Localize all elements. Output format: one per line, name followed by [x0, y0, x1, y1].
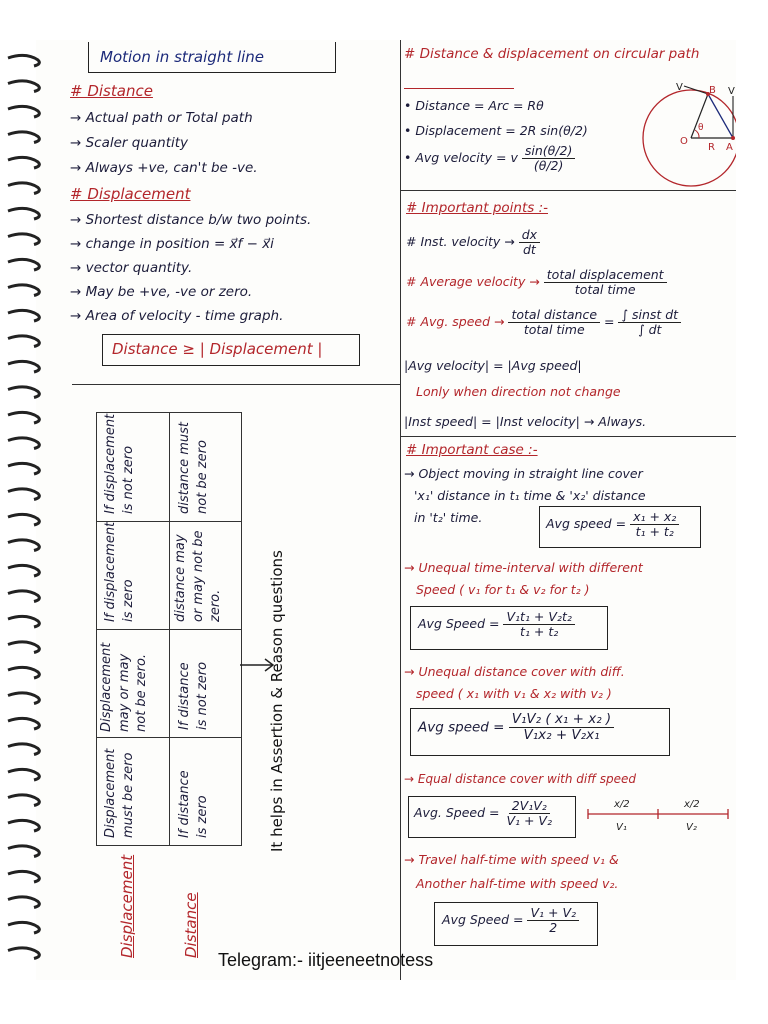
- table-cell-dist-1: distance must not be zero: [177, 422, 210, 514]
- spiral-coil: [8, 897, 39, 908]
- spiral-coil: [8, 234, 39, 245]
- spiral-coil: [8, 412, 39, 423]
- right-divider-2: [400, 436, 736, 437]
- segment-label-1: x/2: [614, 799, 630, 810]
- spiral-coil: [8, 718, 39, 729]
- spiral-coil: [8, 948, 39, 959]
- displacement-point-4: → May be +ve, -ve or zero.: [70, 284, 253, 300]
- spiral-coil: [8, 489, 39, 500]
- important-points-heading: # Important points :-: [406, 200, 548, 216]
- table-cell-disp-3: Displacement may or may not be zero.: [99, 642, 150, 732]
- diagram-label-r: R: [708, 142, 715, 153]
- case5-line-2: Another half-time with speed v₂.: [416, 876, 619, 891]
- case3-line-2: speed ( x₁ with v₁ & x₂ with v₂ ): [416, 686, 612, 701]
- distance-point-1: → Actual path or Total path: [70, 110, 253, 126]
- segment-label-3: V₁: [616, 822, 627, 833]
- spiral-coil: [8, 795, 39, 806]
- relation-avg-note: Lonly when direction not change: [416, 384, 621, 399]
- diagram-label-v2: V: [728, 86, 735, 97]
- spiral-binding: [4, 50, 64, 970]
- spiral-coil: [8, 540, 39, 551]
- page-title: Motion in straight line: [100, 48, 265, 66]
- case1-formula: Avg speed = $\frac{\text{x₁ + x₂}}{\text{t₁ + t₂}}$: [546, 510, 679, 539]
- spiral-coil: [8, 157, 39, 168]
- relation-inst: |Inst speed| = |Inst velocity| → Always.: [404, 414, 647, 429]
- spiral-coil: [8, 208, 39, 219]
- circular-heading-underline: [404, 88, 514, 89]
- case3-line-1: → Unequal distance cover with diff.: [404, 664, 625, 679]
- circular-avg-velocity: • Avg velocity = v $\frac{\sin(\theta/2)}{(\theta/2)}$: [404, 144, 575, 173]
- left-divider: [72, 384, 400, 385]
- table-cell-disp-1: If displacement is not zero: [103, 413, 136, 514]
- diagram-label-v1: V: [676, 82, 683, 93]
- table-cell-disp-4: Displacement must be zero: [103, 748, 136, 838]
- case4-segment-diagram: [582, 794, 732, 838]
- spiral-coil: [8, 744, 39, 755]
- spiral-coil: [8, 106, 39, 117]
- case1-line-3: in 't₂' time.: [414, 510, 483, 525]
- case4-line: → Equal distance cover with diff speed: [404, 772, 636, 786]
- spiral-coil: [8, 565, 39, 576]
- spiral-coil: [8, 871, 39, 882]
- displacement-heading: # Displacement: [70, 185, 191, 203]
- displacement-point-5: → Area of velocity - time graph.: [70, 308, 284, 324]
- diagram-label-o: O: [680, 136, 688, 147]
- spiral-coil: [8, 285, 39, 296]
- spiral-coil: [8, 310, 39, 321]
- spiral-coil: [8, 183, 39, 194]
- case5-formula: Avg Speed = $\frac{\text{V₁ + V₂}}{2}$: [442, 906, 579, 935]
- distance-point-3: → Always +ve, can't be -ve.: [70, 160, 258, 176]
- relation-text: Distance ≥ | Displacement |: [112, 340, 323, 358]
- right-divider-1: [400, 190, 736, 191]
- column-divider: [400, 40, 401, 980]
- spiral-coil: [8, 642, 39, 653]
- displacement-point-2: → change in position = x⃗f − x⃗i: [70, 236, 274, 252]
- spiral-coil: [8, 846, 39, 857]
- displacement-point-3: → vector quantity.: [70, 260, 193, 276]
- circular-displacement: • Displacement = 2R sin(θ/2): [404, 123, 588, 138]
- spiral-coil: [8, 361, 39, 372]
- table-cell-dist-3: If distance is not zero: [177, 661, 210, 730]
- notebook-page: [36, 40, 736, 980]
- diagram-label-a: A: [726, 142, 733, 153]
- spiral-coil: [8, 693, 39, 704]
- case2-line-1: → Unequal time-interval with different: [404, 560, 643, 575]
- relation-avg: |Avg velocity| = |Avg speed|: [404, 358, 582, 373]
- spiral-coil: [8, 820, 39, 831]
- spiral-coil: [8, 132, 39, 143]
- case5-line-1: → Travel half-time with speed v₁ &: [404, 852, 619, 867]
- case3-formula: Avg speed = $\frac{\text{V₁V₂ ( x₁ + x₂ )}}{\text{V₁x₂ + V₂x₁}}$: [418, 712, 614, 743]
- footer-telegram: Telegram:- iitjeeneetnotess: [218, 950, 434, 970]
- segment-label-2: x/2: [684, 799, 700, 810]
- displacement-point-1: → Shortest distance b/w two points.: [70, 212, 312, 228]
- spiral-coil: [8, 616, 39, 627]
- case2-line-2: Speed ( v₁ for t₁ & v₂ for t₂ ): [416, 582, 590, 597]
- spiral-coil: [8, 463, 39, 474]
- spiral-coil: [8, 438, 39, 449]
- spiral-coil: [8, 514, 39, 525]
- case2-formula: Avg Speed = $\frac{\text{V₁t₁ + V₂t₂}}{\text{t₁ + t₂}}$: [418, 610, 575, 639]
- spiral-coil: [8, 259, 39, 270]
- case1-line-2: 'x₁' distance in t₁ time & 'x₂' distance: [414, 488, 646, 503]
- spiral-coil: [8, 591, 39, 602]
- spiral-coil: [8, 769, 39, 780]
- row-label-displacement: Displacement: [118, 854, 136, 958]
- avg-velocity-row: # Average velocity → $\frac{\text{total displacement}}{\text{total time}}$: [406, 268, 667, 297]
- spiral-coil: [8, 81, 39, 92]
- row-label-distance: Distance: [182, 892, 200, 958]
- avg-speed-row: # Avg. speed → $\frac{\text{total distance}}{\text{total time}}$ = $\frac{\text{∫ sinst dt}}{\int dt}$: [406, 308, 681, 337]
- table-cell-disp-2: If displacement is zero: [103, 521, 136, 622]
- distance-point-2: → Scaler quantity: [70, 135, 189, 151]
- inst-velocity-row: # Inst. velocity → $\frac{dx}{dt}$: [406, 228, 540, 257]
- circular-path-diagram: [636, 80, 736, 188]
- distance-heading: # Distance: [70, 82, 153, 100]
- circular-distance: • Distance = Arc = Rθ: [404, 98, 544, 113]
- spiral-coil: [8, 667, 39, 678]
- segment-label-4: V₂: [686, 822, 697, 833]
- table-cell-dist-4: If distance is zero: [177, 770, 210, 838]
- diagram-label-b: B: [709, 85, 716, 96]
- spiral-coil: [8, 387, 39, 398]
- spiral-coil: [8, 55, 39, 66]
- table-cell-dist-2: distance may or may not be zero.: [173, 530, 224, 622]
- case1-line-1: → Object moving in straight line cover: [404, 466, 643, 481]
- important-case-heading: # Important case :-: [406, 442, 538, 458]
- spiral-coil: [8, 336, 39, 347]
- diagram-label-theta: θ: [698, 123, 704, 133]
- spiral-coil: [8, 922, 39, 933]
- case4-formula: Avg. Speed = $\frac{\text{2V₁V₂}}{\text{V₁ + V₂}}$: [414, 798, 552, 828]
- circular-heading-1: # Distance & displacement on circular path: [404, 46, 700, 62]
- assertion-note: It helps in Assertion & Reason questions: [268, 550, 286, 852]
